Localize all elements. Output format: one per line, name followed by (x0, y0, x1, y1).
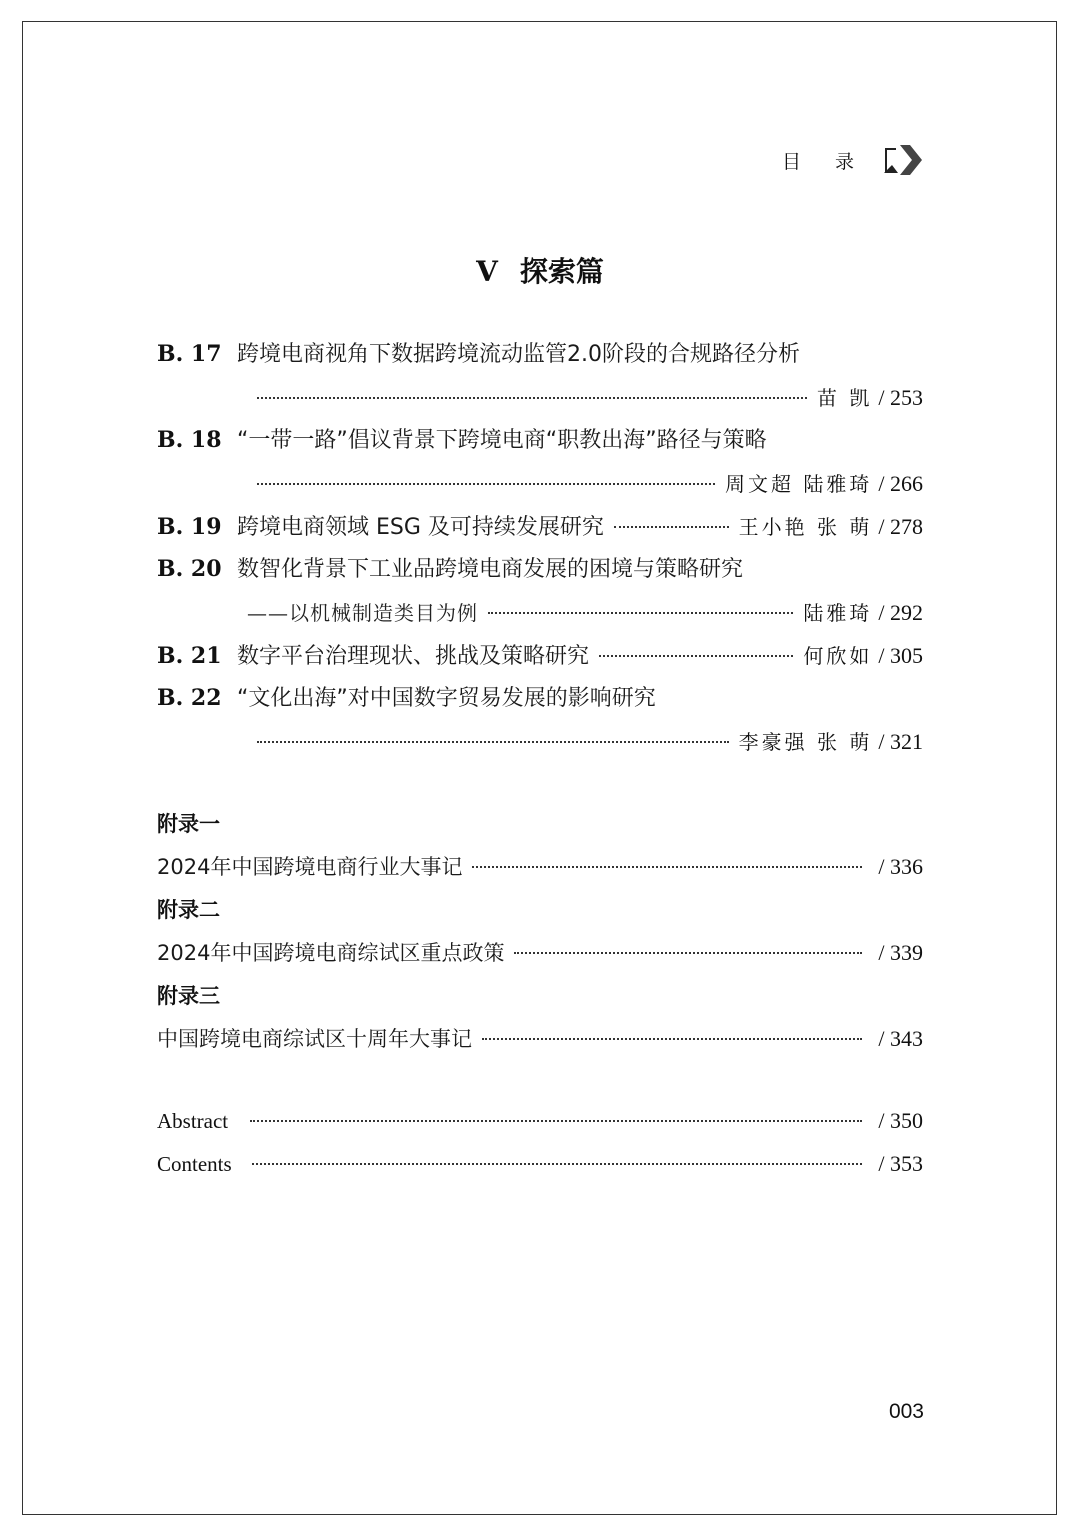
toc-back-matter (157, 1099, 923, 1185)
dot-leader (514, 952, 862, 954)
entry-author: 周文超 陆雅琦 (725, 472, 873, 496)
running-header (782, 140, 924, 180)
entry-title: “文化出海”对中国数字贸易发展的影响研究 (237, 686, 656, 711)
appendix-page: / 343 (878, 1017, 923, 1060)
entry-title: 跨境电商领域 ESG 及可持续发展研究 (237, 515, 604, 540)
entry-author: 王小艳 张 萌 (738, 515, 873, 539)
entry-subtitle: ——以机械制造类目为例 (247, 601, 478, 625)
entry-code: B. 22 (157, 685, 222, 711)
entry-author: 苗 凯 (817, 386, 873, 410)
entry-author: 李豪强 张 萌 (738, 730, 873, 754)
back-matter-title: Contents (157, 1152, 232, 1176)
toc-appendices (157, 802, 923, 1060)
entry-page: / 253 (878, 376, 923, 419)
dot-leader (599, 655, 793, 657)
dot-leader (250, 1120, 862, 1122)
appendix-heading: 附录三 (157, 983, 220, 1008)
back-matter-page: / 353 (878, 1142, 923, 1185)
entry-title: 数智化背景下工业品跨境电商发展的困境与策略研究 (237, 557, 744, 582)
entry-page: / 305 (878, 634, 923, 677)
dot-leader (482, 1038, 862, 1040)
toc-entry-b22[interactable] (157, 677, 923, 763)
appendix-title: 中国跨境电商综试区十周年大事记 (157, 1027, 472, 1051)
appendix-heading: 附录一 (157, 811, 220, 836)
entry-page: / 321 (878, 720, 923, 763)
entry-author: 何欣如 (803, 644, 873, 668)
section-title: 探索篇 (519, 255, 604, 288)
entry-code: B. 19 (157, 514, 222, 540)
header-label: 目 录 (781, 150, 868, 173)
entry-page: / 266 (878, 462, 923, 505)
dot-leader (472, 866, 862, 868)
appendix-entry-1[interactable] (157, 845, 923, 888)
appendix-title: 2024年中国跨境电商综试区重点政策 (157, 941, 505, 965)
appendix-page: / 339 (878, 931, 923, 974)
toc-entry-b19[interactable] (157, 505, 923, 548)
abstract-entry[interactable] (157, 1099, 923, 1142)
entry-title: 跨境电商视角下数据跨境流动监管2.0阶段的合规路径分析 (237, 342, 800, 367)
toc-entry-b21[interactable] (157, 634, 923, 677)
toc-entry-b17[interactable] (157, 333, 923, 419)
appendix-entry-3[interactable] (157, 1017, 923, 1060)
chapter-corner-icon (882, 143, 924, 177)
dot-leader (257, 397, 807, 399)
entry-code: B. 17 (157, 341, 222, 367)
toc-entry-b18[interactable] (157, 419, 923, 505)
dot-leader (252, 1163, 863, 1165)
contents-entry[interactable] (157, 1142, 923, 1185)
entry-author: 陆雅琦 (803, 601, 873, 625)
entry-page: / 278 (878, 505, 923, 548)
appendix-entry-2[interactable] (157, 931, 923, 974)
dot-leader (614, 526, 729, 528)
entry-title: “一带一路”倡议背景下跨境电商“职教出海”路径与策略 (237, 428, 767, 453)
dot-leader (257, 741, 729, 743)
appendix-title: 2024年中国跨境电商行业大事记 (157, 855, 463, 879)
entry-code: B. 20 (157, 556, 222, 582)
dot-leader (488, 612, 793, 614)
section-heading (0, 250, 1080, 290)
entry-title: 数字平台治理现状、挑战及策略研究 (237, 644, 590, 669)
entry-page: / 292 (878, 591, 923, 634)
back-matter-page: / 350 (878, 1099, 923, 1142)
entry-code: B. 18 (157, 427, 222, 453)
toc-entry-b20[interactable] (157, 548, 923, 634)
page-border (22, 21, 1057, 1515)
back-matter-title: Abstract (157, 1109, 229, 1133)
section-numeral: V (476, 255, 498, 288)
entry-code: B. 21 (157, 643, 222, 669)
page-number: 003 (888, 1400, 924, 1423)
appendix-heading: 附录二 (157, 897, 220, 922)
dot-leader (257, 483, 715, 485)
appendix-page: / 336 (878, 845, 923, 888)
toc-main (157, 333, 923, 763)
